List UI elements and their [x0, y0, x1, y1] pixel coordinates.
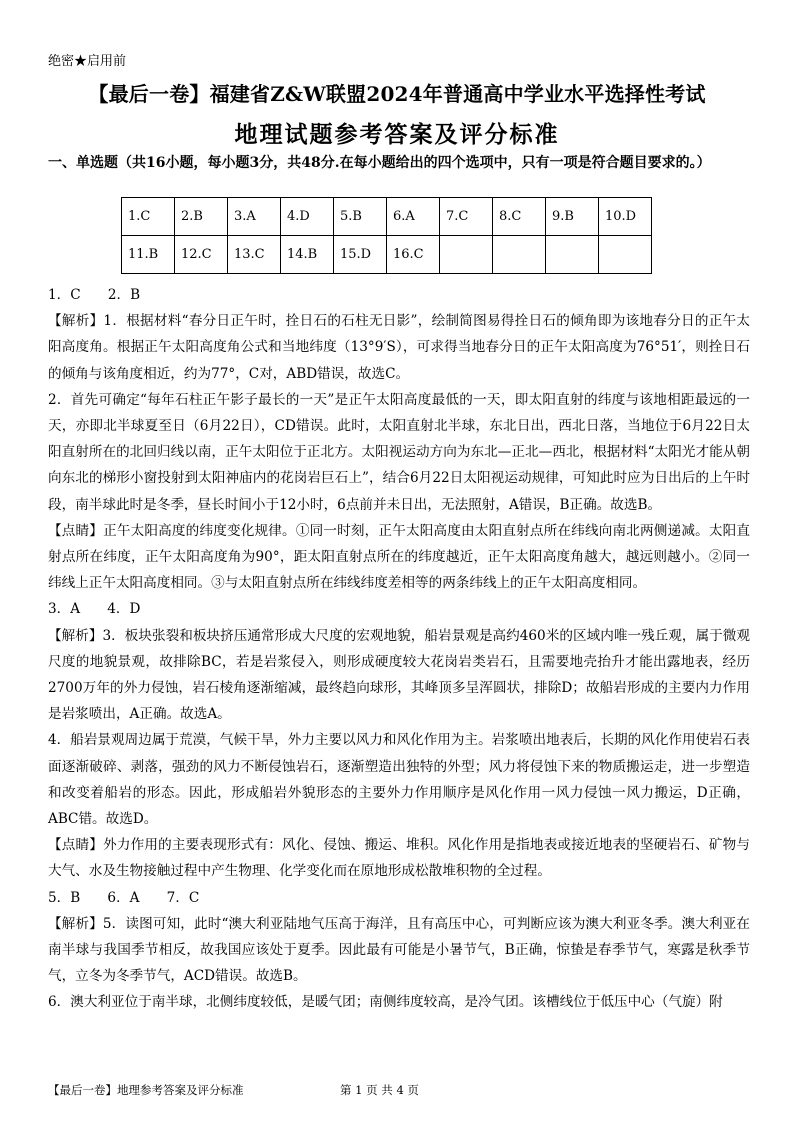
table-cell: 16.C [387, 236, 440, 274]
table-cell: 15.D [334, 236, 387, 274]
table-cell: 9.B [546, 198, 599, 236]
answer-line: 5．B 6．A 7．C [48, 889, 200, 906]
exam-title: 【最后一卷】福建省Z&W联盟2024年普通高中学业水平选择性考试 [88, 82, 706, 106]
analysis-paragraph: 【解析】3．板块张裂和板块挤压通常形成大尺度的宏观地貌，船岩景观是高约460米的区域内唯一残丘观，属于微观尺度的地貌景观，故排除BC，若是岩浆侵入，则形成硬度较大花岗岩类岩石，且需要地壳抬升才能出露地表，经历2700万年的外力侵蚀，岩石棱角逐渐缩减，最终趋向球形，其峰顶多呈浑圆状，排除D；故船岩形成的主要内力作用是岩浆喷出，A正确。故选A。 [48, 627, 750, 723]
table-cell: 11.B [122, 236, 175, 274]
table-cell: 14.B [281, 236, 334, 274]
table-cell [440, 236, 493, 274]
table-cell: 2.B [175, 198, 228, 236]
answer-line: 1．C 2．B [48, 287, 141, 303]
exam-subtitle: 地理试题参考答案及评分标准 [234, 121, 560, 148]
analysis-paragraph: 【解析】1．根据材料“春分日正午时，拴日石的石柱无日影”，绘制简图易得拴日石的倾角即为该地春分日的正午太阳高度角。根据正午太阳高度角公式和当地纬度（13°9′S），可求得当地春分日的正午太阳高度为76°51′，则拴日石的倾角与该角度相近，约为77°，C对，ABD错误，故选C。 [48, 313, 750, 382]
secret-label: 绝密★启用前 [48, 54, 127, 69]
table-cell: 12.C [175, 236, 228, 274]
section-heading: 一、单选题（共16小题，每小题3分，共48分.在每小题给出的四个选项中，只有一项是符合题目要求的。） [48, 155, 711, 171]
table-cell: 5.B [334, 198, 387, 236]
answer-body [48, 282, 750, 1016]
table-cell [493, 236, 546, 274]
table-cell: 1.C [122, 198, 175, 236]
page-number: 第 1 页 共 4 页 [340, 1083, 419, 1097]
analysis-paragraph: 2．首先可确定“每年石柱正午影子最长的一天”是正午太阳高度最低的一天，即太阳直射的纬度与该地相距最远的一天，亦即北半球夏至日（6月22日），CD错误。此时，太阳直射北半球，东北日出，西北日落，当地位于6月22日太阳直射所在的北回归线以南，正午太阳位于正北方。太阳视运动方向为东北—正北—西北，根据材料“太阳光才能从朝向东北的梯形小窗投射到太阳神庙内的花岗岩巨石上”，结合6月22日太阳视运动规律，可知此时应为日出后的上午时段，南半球此时是冬季，昼长时间小于12小时，6点前并未日出，无法照射，A错误，B正确。故选B。 [48, 391, 750, 513]
table-cell: 3.A [228, 198, 281, 236]
analysis-paragraph: 4．船岩景观周边属于荒漠，气候干旱，外力主要以风力和风化作用为主。岩浆喷出地表后，长期的风化作用使岩石表面逐渐破碎、剥落，强劲的风力不断侵蚀岩石，逐渐塑造出独特的外型；风力将侵蚀下来的物质搬运走，进一步塑造和改变着船岩的形态。因此，形成船岩外貌形态的主要外力作用顺序是风化作用一风力侵蚀一风力搬运，D正确，ABC错。故选D。 [48, 732, 750, 828]
table-cell: 6.A [387, 198, 440, 236]
analysis-paragraph: 6．澳大利亚位于南半球，北侧纬度较低，是暖气团；南侧纬度较高，是冷气团。该槽线位于低压中心（气旋）附 [48, 994, 723, 1011]
table-cell: 7.C [440, 198, 493, 236]
table-cell: 10.D [599, 198, 652, 236]
tip-paragraph: 【点睛】正午太阳高度的纬度变化规律。①同一时刻，正午太阳高度由太阳直射点所在纬线向南北两侧递减。太阳直射点所在纬度，正午太阳高度角为90°，距太阳直射点所在的纬度越近，正午太阳高度角越大，越远则越小。②同一纬线上正午太阳高度相同。③与太阳直射点所在纬线纬度差相等的两条纬线上的正午太阳高度相同。 [48, 522, 750, 592]
answer-table [121, 197, 652, 274]
table-row [122, 236, 652, 274]
answer-line: 3．A 4．D [48, 601, 141, 618]
table-cell: 8.C [493, 198, 546, 236]
table-row [122, 198, 652, 236]
footer-title: 【最后一卷】地理参考答案及评分标准 [48, 1083, 244, 1097]
analysis-paragraph: 【解析】5．读图可知，此时“澳大利亚陆地气压高于海洋，且有高压中心，可判断应该为澳大利亚冬季。澳大利亚在南半球与我国季节相反，故我国应该处于夏季。因此最有可能是小暑节气，B正确，惊蛰是春季节气，寒露是秋季节气，立冬为冬季节气，ACD错误。故选B。 [48, 915, 750, 985]
table-cell [599, 236, 652, 274]
tip-paragraph: 【点睛】外力作用的主要表现形式有：风化、侵蚀、搬运、堆积。风化作用是指地表或接近地表的坚硬岩石、矿物与大气、水及生物接触过程中产生物理、化学变化而在原地形成松散堆积物的全过程。 [48, 837, 750, 880]
table-cell [546, 236, 599, 274]
table-cell: 4.D [281, 198, 334, 236]
table-cell: 13.C [228, 236, 281, 274]
